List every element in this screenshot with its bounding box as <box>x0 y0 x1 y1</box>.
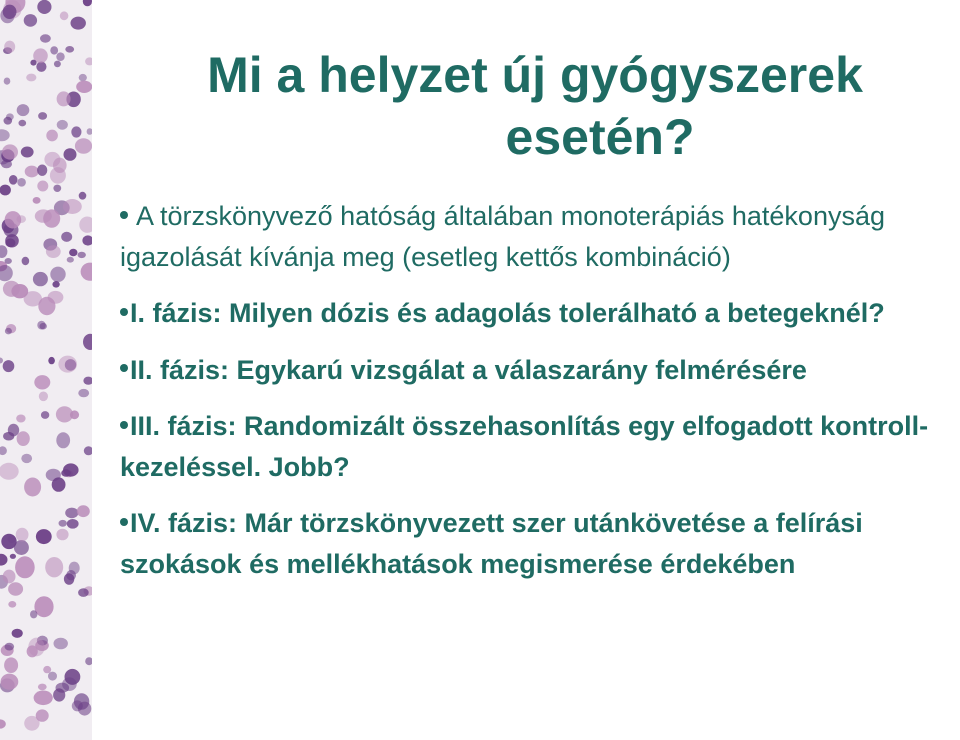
cell-shape <box>69 249 77 256</box>
bullet-text: IV. fázis: Már törzskönyvezett szer utánkövetése a felírási szokások és mellékhatások megismerése érdekében <box>120 508 863 579</box>
cell-shape <box>53 158 67 173</box>
cell-shape <box>66 570 76 580</box>
bullet-item-phase-3 <box>120 406 956 487</box>
cell-shape <box>50 267 65 282</box>
bullet-text: II. fázis: Egykarú vizsgálat a válaszarány felmérésére <box>130 354 807 385</box>
cell-shape <box>30 610 37 618</box>
cell-shape <box>4 657 18 673</box>
cell-shape <box>36 529 52 544</box>
cell-shape <box>54 638 68 650</box>
bullet-dot-icon <box>120 421 128 429</box>
cell-shape <box>56 406 73 422</box>
cell-shape <box>17 104 30 116</box>
cell-shape <box>76 81 92 93</box>
cell-shape <box>16 415 25 423</box>
cell-shape <box>40 323 47 330</box>
cell-shape <box>67 257 74 263</box>
cell-shape <box>61 232 72 242</box>
cell-shape <box>78 389 89 397</box>
slide-title-line-1: Mi a helyzet új gyógyszerek <box>207 47 863 103</box>
cell-shape <box>5 211 22 228</box>
cell-shape <box>27 645 38 657</box>
cell-shape <box>71 17 86 30</box>
cell-shape <box>35 209 52 222</box>
cell-shape <box>79 74 87 81</box>
bullet-dot-icon <box>120 308 128 316</box>
cell-shape <box>5 258 12 264</box>
cell-shape <box>46 130 58 142</box>
cell-shape <box>12 629 23 638</box>
cell-shape <box>8 424 19 437</box>
cell-shape <box>48 672 57 681</box>
cell-shape <box>17 178 26 187</box>
cell-shape <box>4 78 11 85</box>
cell-shape <box>78 588 89 597</box>
cell-shape <box>56 432 70 448</box>
cell-shape <box>63 463 79 476</box>
cell-shape <box>17 431 30 446</box>
cell-shape <box>64 148 77 161</box>
bullet-dot-icon <box>120 518 128 526</box>
cell-shape <box>38 112 47 120</box>
bullet-item-phase-4 <box>120 503 956 584</box>
cell-shape <box>57 91 71 106</box>
bullet-item-requirement <box>120 196 956 277</box>
cell-shape <box>4 41 15 53</box>
cell-shape <box>9 175 18 185</box>
cell-shape <box>24 478 41 497</box>
cell-shape <box>63 199 82 214</box>
cell-shape <box>53 688 65 701</box>
cell-shape <box>67 519 79 529</box>
cell-shape <box>75 138 92 154</box>
cell-shape <box>39 392 48 402</box>
cell-shape <box>8 601 16 608</box>
cell-shape <box>43 666 51 673</box>
cell-shape <box>19 120 27 127</box>
cell-shape <box>60 11 69 20</box>
cell-shape <box>16 528 29 542</box>
cell-shape <box>3 281 20 297</box>
cell-shape <box>40 34 51 42</box>
cell-shape <box>34 375 50 389</box>
cell-shape <box>10 554 16 559</box>
cell-shape <box>2 144 18 159</box>
cell-shape <box>37 181 48 192</box>
cell-shape <box>1 674 19 690</box>
cell-shape <box>24 716 39 731</box>
bullet-dot-icon <box>120 364 128 372</box>
cell-shape <box>56 529 68 541</box>
cell-shape <box>37 165 47 176</box>
cell-shape <box>38 684 47 691</box>
cell-shape <box>59 520 67 527</box>
cell-shape <box>5 643 15 651</box>
cell-shape <box>21 454 32 463</box>
cell-shape <box>78 252 86 258</box>
cell-shape <box>78 702 91 716</box>
cells-graphic <box>0 0 92 740</box>
cell-shape <box>5 328 12 335</box>
cell-shape <box>1 534 16 549</box>
cell-shape <box>21 147 34 158</box>
cell-shape <box>58 356 77 373</box>
cell-shape <box>0 185 11 196</box>
cell-shape <box>46 245 61 258</box>
cell-shape <box>65 508 78 519</box>
cell-shape <box>71 126 81 137</box>
blood-smear-cells-image <box>0 0 92 740</box>
bullet-item-phase-1 <box>120 293 956 334</box>
cell-shape <box>15 556 35 578</box>
cell-shape <box>37 0 51 14</box>
bullet-item-phase-2 <box>120 350 956 391</box>
cell-shape <box>33 197 41 204</box>
cell-shape <box>6 113 14 120</box>
cell-shape <box>50 46 58 54</box>
cell-shape <box>45 557 63 577</box>
bullet-list <box>120 196 956 584</box>
slide-title <box>120 44 940 168</box>
cell-shape <box>46 469 61 481</box>
cell-shape <box>25 166 39 178</box>
cell-shape <box>26 74 36 82</box>
cell-shape <box>77 505 90 517</box>
slide-title-line-2: esetén? <box>505 109 695 165</box>
cell-shape <box>52 281 59 288</box>
cell-shape <box>33 272 48 286</box>
cell-shape <box>3 570 16 584</box>
cell-shape <box>30 60 36 66</box>
cell-shape <box>41 411 49 419</box>
bullet-dot-icon <box>120 211 128 219</box>
cell-shape <box>38 297 55 315</box>
cell-shape <box>3 5 17 19</box>
cell-shape <box>8 582 23 595</box>
cell-shape <box>54 61 61 68</box>
cell-shape <box>22 257 30 265</box>
cell-shape <box>65 46 74 53</box>
bullet-text: A törzskönyvező hatóság általában monoterápiás hatékonyság igazolását kívánja meg (esetleg kettős kombináció) <box>120 201 885 272</box>
cell-shape <box>56 52 64 61</box>
bullet-text: I. fázis: Milyen dózis és adagolás tolerálható a betegeknél? <box>130 298 885 328</box>
cell-shape <box>57 120 68 130</box>
cell-shape <box>79 192 87 200</box>
cell-shape <box>1 160 12 168</box>
cell-shape <box>3 360 15 372</box>
bullet-text: III. fázis: Randomizált összehasonlítás egy elfogadott kontroll-kezeléssel. Jobb? <box>120 411 929 482</box>
cell-shape <box>53 185 61 192</box>
cell-shape <box>34 691 53 706</box>
cell-shape <box>24 14 37 27</box>
cell-shape <box>48 357 55 364</box>
